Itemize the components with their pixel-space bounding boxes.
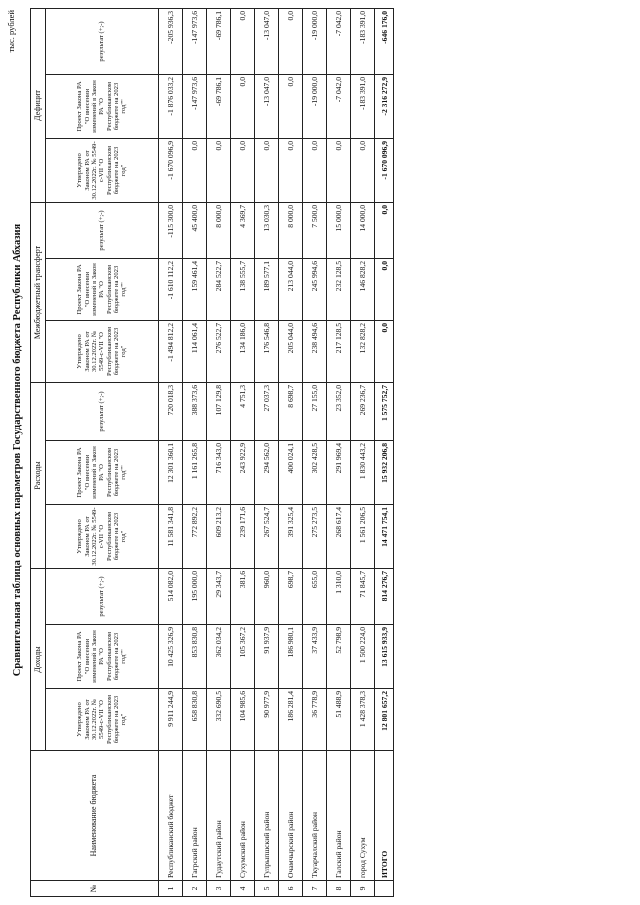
sub-project: Проект Закона РА "О внесении изменений в Закон РА "О Республиканском бюджете на 2023 год"": [46, 625, 159, 689]
cell-transfer-approved: 134 186,0: [231, 320, 255, 382]
cell-expense-result: 107 129,8: [207, 382, 231, 440]
cell-income-result: 814 276,7: [375, 569, 394, 625]
cell-deficit-result: -7 042,0: [327, 8, 351, 74]
cell-expense-project: 291 969,4: [327, 441, 351, 505]
cell-expense-approved: 609 213,2: [207, 505, 231, 569]
cell-deficit-approved: 0,0: [183, 138, 207, 202]
cell-income-result: 71 845,7: [351, 569, 375, 625]
cell-name: Гагрский район: [183, 751, 207, 881]
cell-income-result: 960,0: [255, 569, 279, 625]
table-row: [231, 8, 255, 896]
cell-transfer-project: 138 555,7: [231, 258, 255, 320]
cell-deficit-approved: 0,0: [255, 138, 279, 202]
cell-income-result: 1 310,0: [327, 569, 351, 625]
cell-expense-result: 388 373,6: [183, 382, 207, 440]
cell-deficit-project: -147 973,6: [183, 74, 207, 138]
cell-deficit-result: 0,0: [231, 8, 255, 74]
cell-index: 8: [327, 881, 351, 897]
cell-expense-project: 716 343,0: [207, 441, 231, 505]
cell-deficit-approved: -1 670 096,9: [159, 138, 183, 202]
col-index-header: №: [31, 881, 159, 897]
cell-income-project: 186 980,1: [279, 625, 303, 689]
cell-transfer-approved: 0,0: [375, 320, 394, 382]
cell-deficit-project: -7 042,0: [327, 74, 351, 138]
cell-expense-approved: 267 524,7: [255, 505, 279, 569]
cell-income-result: 29 343,7: [207, 569, 231, 625]
cell-deficit-project: 0,0: [279, 74, 303, 138]
cell-name: ИТОГО: [375, 751, 394, 881]
cell-income-approved: 1 428 378,3: [351, 689, 375, 751]
cell-transfer-project: 213 044,0: [279, 258, 303, 320]
cell-deficit-approved: -1 670 096,9: [375, 138, 394, 202]
cell-transfer-project: 245 994,6: [303, 258, 327, 320]
cell-transfer-project: 284 522,7: [207, 258, 231, 320]
group-income: Доходы: [31, 569, 46, 751]
cell-transfer-approved: 114 061,4: [183, 320, 207, 382]
cell-transfer-result: 45 400,0: [183, 202, 207, 258]
cell-expense-result: 8 698,7: [279, 382, 303, 440]
cell-name: Ткуарчалский район: [303, 751, 327, 881]
cell-income-approved: 12 801 657,2: [375, 689, 394, 751]
cell-expense-project: 1 830 443,2: [351, 441, 375, 505]
cell-transfer-result: 8 000,0: [279, 202, 303, 258]
cell-index: [375, 881, 394, 897]
cell-deficit-approved: 0,0: [351, 138, 375, 202]
cell-expense-project: 1 161 265,8: [183, 441, 207, 505]
cell-expense-approved: 1 561 206,5: [351, 505, 375, 569]
cell-income-project: 105 367,2: [231, 625, 255, 689]
cell-expense-result: 720 018,3: [159, 382, 183, 440]
table-row: [183, 8, 207, 896]
cell-index: 1: [159, 881, 183, 897]
cell-deficit-approved: 0,0: [327, 138, 351, 202]
cell-expense-approved: 772 892,2: [183, 505, 207, 569]
cell-expense-approved: 239 171,6: [231, 505, 255, 569]
cell-expense-approved: 11 581 341,8: [159, 505, 183, 569]
cell-expense-result: 4 751,3: [231, 382, 255, 440]
cell-income-result: 698,7: [279, 569, 303, 625]
cell-income-project: 1 500 224,0: [351, 625, 375, 689]
cell-transfer-result: 7 500,0: [303, 202, 327, 258]
cell-income-approved: 332 690,5: [207, 689, 231, 751]
cell-income-result: 381,6: [231, 569, 255, 625]
cell-income-approved: 90 977,9: [255, 689, 279, 751]
cell-deficit-project: -13 047,0: [255, 74, 279, 138]
cell-income-result: 655,0: [303, 569, 327, 625]
cell-transfer-result: 0,0: [375, 202, 394, 258]
cell-index: 6: [279, 881, 303, 897]
sub-result: результат (+;-): [46, 382, 159, 440]
budget-table: [30, 8, 394, 897]
sub-project: Проект Закона РА "О внесении изменений в Закон РА "О Республиканском бюджете на 2023 год"": [46, 74, 159, 138]
cell-index: 7: [303, 881, 327, 897]
cell-transfer-approved: 276 522,7: [207, 320, 231, 382]
cell-name: Республиканский бюджет: [159, 751, 183, 881]
cell-income-result: 195 000,0: [183, 569, 207, 625]
cell-transfer-approved: 238 494,6: [303, 320, 327, 382]
sub-result: результат (+;-): [46, 569, 159, 625]
cell-deficit-result: -13 047,0: [255, 8, 279, 74]
units-label: тыс. рублей: [6, 10, 16, 53]
cell-name: Гулрыпшский район: [255, 751, 279, 881]
cell-expense-result: 27 037,3: [255, 382, 279, 440]
cell-transfer-project: 159 461,4: [183, 258, 207, 320]
cell-transfer-project: 0,0: [375, 258, 394, 320]
cell-transfer-project: 189 577,1: [255, 258, 279, 320]
cell-deficit-approved: 0,0: [303, 138, 327, 202]
cell-deficit-project: -19 000,0: [303, 74, 327, 138]
cell-index: 9: [351, 881, 375, 897]
cell-transfer-project: 146 828,2: [351, 258, 375, 320]
cell-name: Очамчырский район: [279, 751, 303, 881]
cell-transfer-approved: 205 044,0: [279, 320, 303, 382]
cell-name: Галский район: [327, 751, 351, 881]
cell-transfer-result: 4 369,7: [231, 202, 255, 258]
cell-deficit-approved: 0,0: [279, 138, 303, 202]
header-group-row: [31, 8, 46, 896]
cell-deficit-project: -69 786,1: [207, 74, 231, 138]
cell-deficit-result: -147 973,6: [183, 8, 207, 74]
total-row: [375, 8, 394, 896]
cell-income-approved: 9 911 244,9: [159, 689, 183, 751]
cell-transfer-result: 15 000,0: [327, 202, 351, 258]
cell-income-project: 52 798,9: [327, 625, 351, 689]
cell-deficit-approved: 0,0: [207, 138, 231, 202]
cell-transfer-result: 14 000,0: [351, 202, 375, 258]
group-deficit: Дефицит: [31, 8, 46, 202]
cell-expense-project: 243 922,9: [231, 441, 255, 505]
cell-transfer-result: 13 030,3: [255, 202, 279, 258]
cell-expense-result: 1 575 752,7: [375, 382, 394, 440]
cell-expense-project: 302 428,5: [303, 441, 327, 505]
cell-deficit-result: -19 000,0: [303, 8, 327, 74]
sub-project: Проект Закона РА "О внесении изменений в Закон РА "О Республиканском бюджете на 2023 год"": [46, 258, 159, 320]
cell-name: Сухумский район: [231, 751, 255, 881]
cell-income-approved: 658 830,8: [183, 689, 207, 751]
sub-approved: Утверждено Законом РА от 30.12.2022г. № 5549-с-VII "О Республиканском бюджете на 2023 год": [46, 505, 159, 569]
table-row: [279, 8, 303, 896]
cell-deficit-project: -183 391,0: [351, 74, 375, 138]
col-name-header: Наименование бюджета: [31, 751, 159, 881]
cell-deficit-result: -69 786,1: [207, 8, 231, 74]
cell-expense-approved: 268 617,4: [327, 505, 351, 569]
table-row: [255, 8, 279, 896]
cell-deficit-project: 0,0: [231, 74, 255, 138]
document-title: Сравнительная таблица основных параметров Государственного бюджета Республики Абхазия: [12, 223, 23, 677]
sub-approved: Утверждено Законом РА от 30.12.2022г. № 5549-с-VII "О Республиканском бюджете на 2023 год": [46, 689, 159, 751]
cell-index: 2: [183, 881, 207, 897]
sub-result: результат (+;-): [46, 202, 159, 258]
cell-expense-approved: 391 325,4: [279, 505, 303, 569]
cell-income-approved: 186 281,4: [279, 689, 303, 751]
cell-transfer-project: 232 128,5: [327, 258, 351, 320]
table-row: [207, 8, 231, 896]
group-transfer: Межбюджетный трансферт: [31, 202, 46, 382]
cell-income-project: 362 034,2: [207, 625, 231, 689]
cell-income-project: 37 433,9: [303, 625, 327, 689]
cell-index: 5: [255, 881, 279, 897]
cell-expense-approved: 275 273,5: [303, 505, 327, 569]
group-expense: Расходы: [31, 382, 46, 568]
cell-income-approved: 104 985,6: [231, 689, 255, 751]
cell-transfer-approved: 176 546,8: [255, 320, 279, 382]
cell-deficit-result: -205 936,3: [159, 8, 183, 74]
table-row: [351, 8, 375, 896]
cell-expense-project: 12 301 360,1: [159, 441, 183, 505]
cell-transfer-approved: 132 828,2: [351, 320, 375, 382]
cell-deficit-approved: 0,0: [231, 138, 255, 202]
cell-expense-result: 23 352,0: [327, 382, 351, 440]
cell-deficit-result: -183 391,0: [351, 8, 375, 74]
cell-income-approved: 36 778,9: [303, 689, 327, 751]
cell-expense-project: 294 562,0: [255, 441, 279, 505]
cell-transfer-result: 8 000,0: [207, 202, 231, 258]
cell-transfer-approved: 217 128,5: [327, 320, 351, 382]
cell-expense-project: 400 024,1: [279, 441, 303, 505]
table-row: [159, 8, 183, 896]
cell-name: город Сухум: [351, 751, 375, 881]
table-row: [327, 8, 351, 896]
cell-deficit-project: -2 316 272,9: [375, 74, 394, 138]
cell-expense-approved: 14 471 754,1: [375, 505, 394, 569]
sub-approved: Утверждено Законом РА от 30.12.2022г. № 5549-с-VII "О Республиканском бюджете на 2023 год": [46, 138, 159, 202]
cell-expense-project: 15 932 206,8: [375, 441, 394, 505]
cell-expense-result: 27 155,0: [303, 382, 327, 440]
cell-income-project: 853 830,8: [183, 625, 207, 689]
sub-project: Проект Закона РА "О внесении изменений в Закон РА "О Республиканском бюджете на 2023 год"": [46, 441, 159, 505]
cell-deficit-result: -646 176,0: [375, 8, 394, 74]
sub-approved: Утверждено Законом РА от 30.12.2022г. № 5549-с-VII "О Республиканском бюджете на 2023 год": [46, 320, 159, 382]
cell-income-project: 13 615 933,9: [375, 625, 394, 689]
cell-income-project: 91 937,9: [255, 625, 279, 689]
cell-income-result: 514 082,0: [159, 569, 183, 625]
sub-result: результат (+;-): [46, 8, 159, 74]
cell-transfer-approved: -1 494 812,2: [159, 320, 183, 382]
cell-transfer-project: -1 610 112,2: [159, 258, 183, 320]
cell-index: 3: [207, 881, 231, 897]
cell-income-project: 10 425 326,9: [159, 625, 183, 689]
cell-income-approved: 51 488,9: [327, 689, 351, 751]
cell-name: Гудаутский район: [207, 751, 231, 881]
cell-deficit-project: -1 876 033,2: [159, 74, 183, 138]
cell-deficit-result: 0,0: [279, 8, 303, 74]
cell-transfer-result: -115 300,0: [159, 202, 183, 258]
cell-expense-result: 269 236,7: [351, 382, 375, 440]
table-row: [303, 8, 327, 896]
cell-index: 4: [231, 881, 255, 897]
